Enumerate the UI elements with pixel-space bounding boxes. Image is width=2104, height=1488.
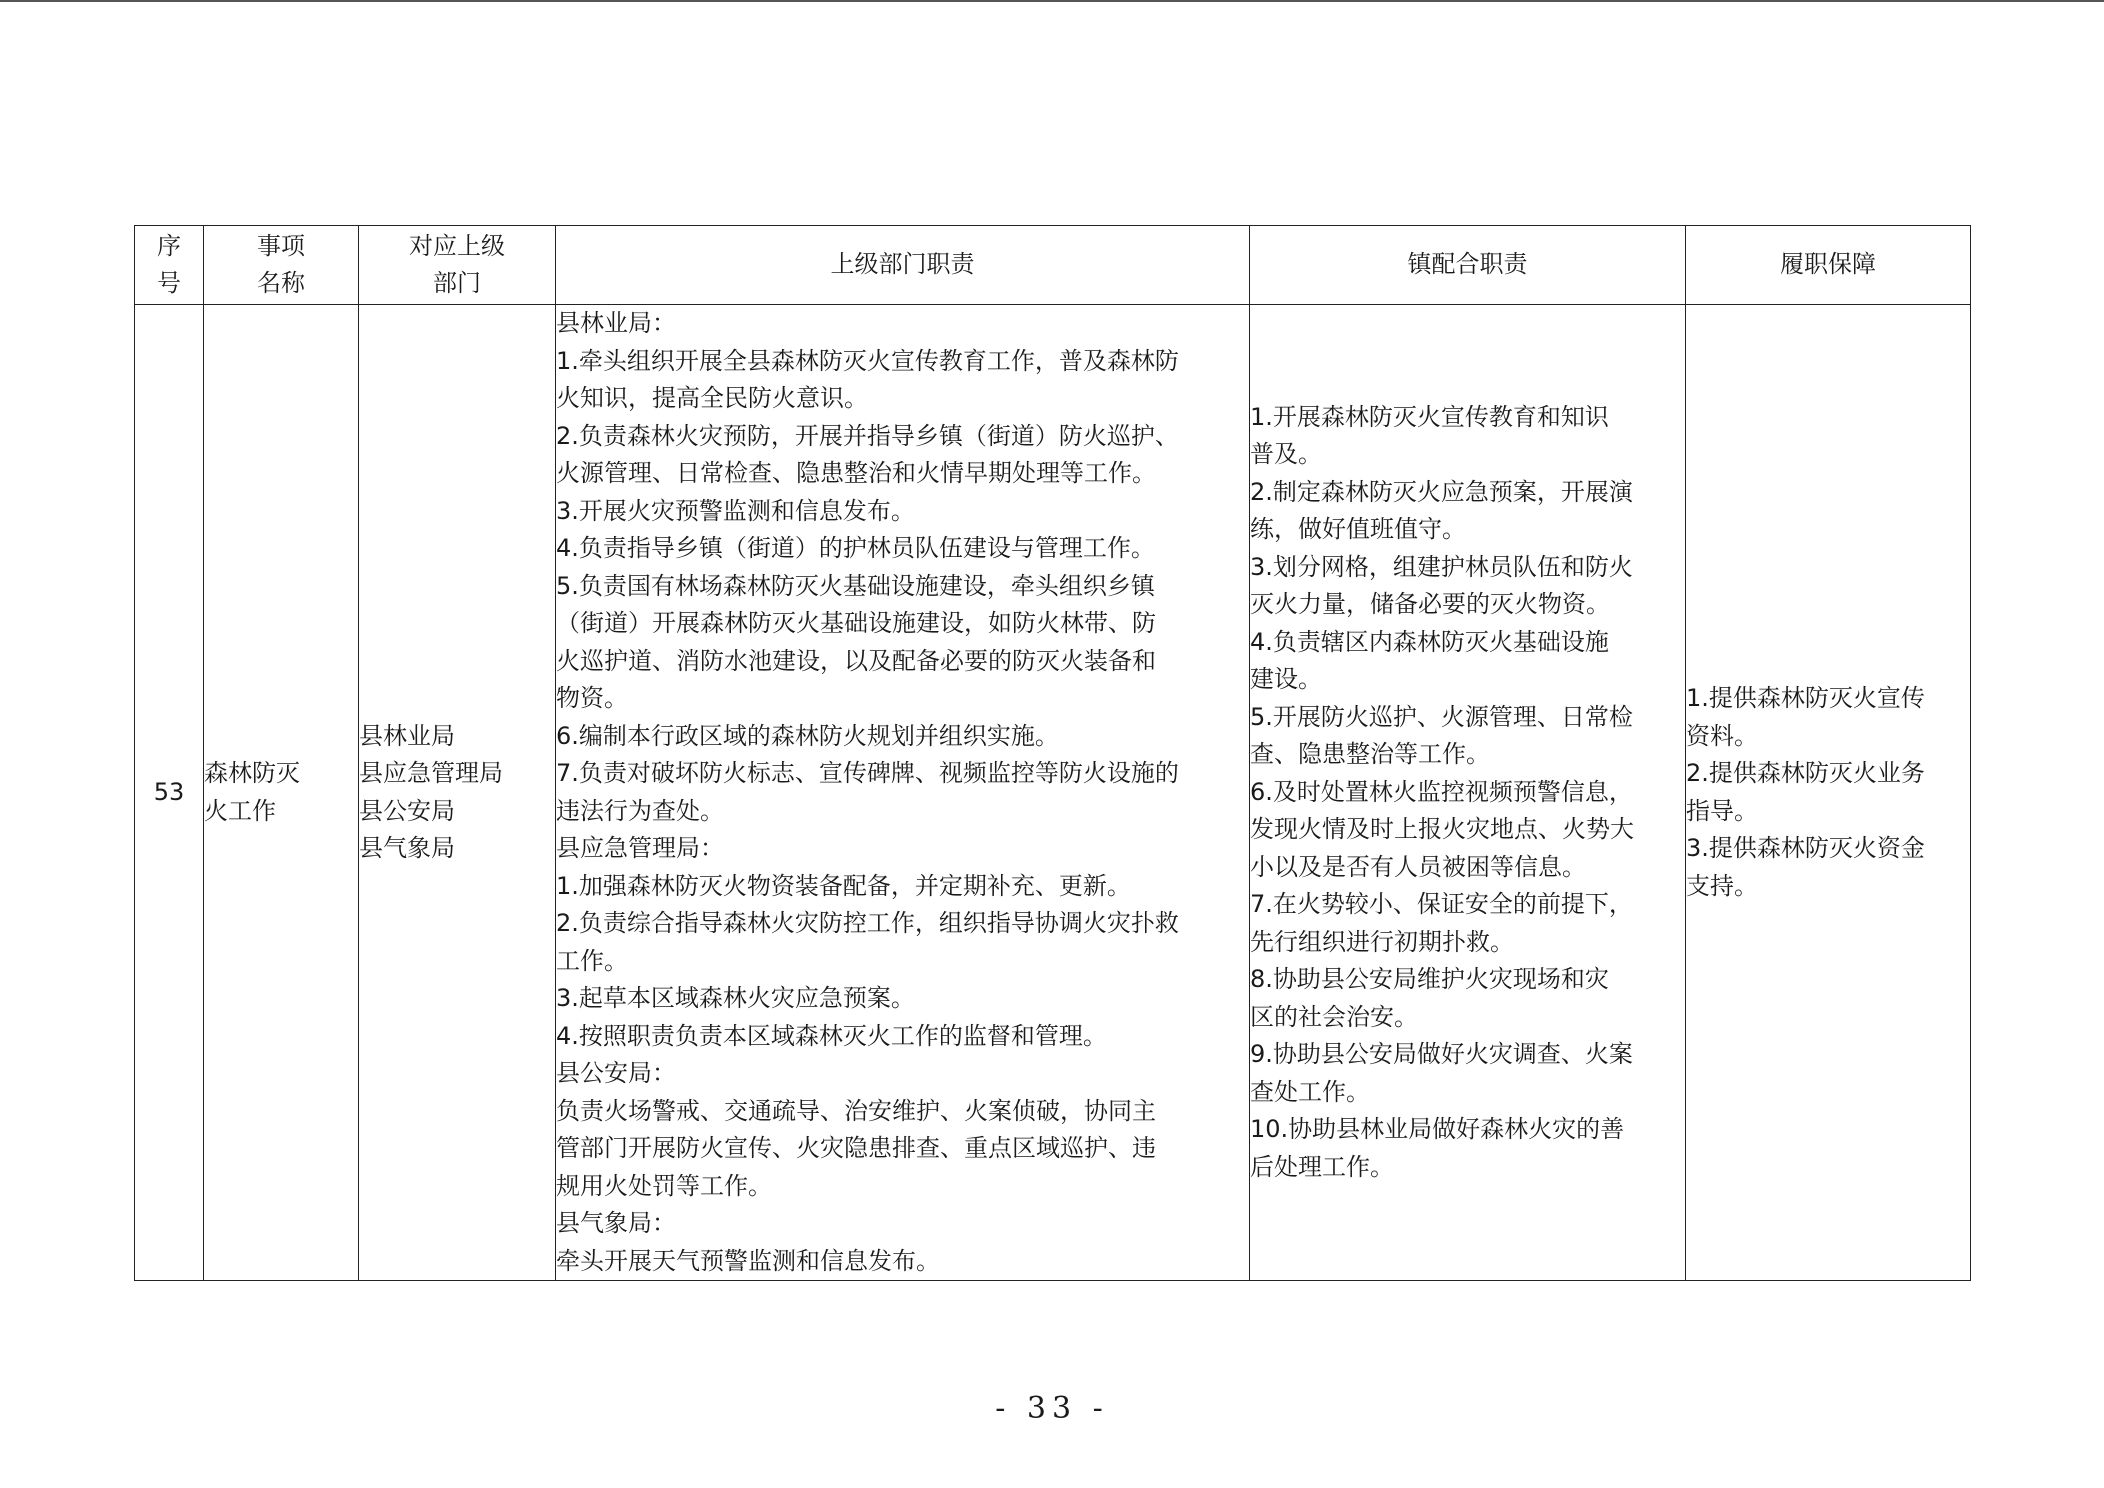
superior-duty-line: 3.开展火灾预警监测和信息发布。	[556, 496, 915, 525]
responsibility-table	[134, 225, 1971, 1281]
table-row	[135, 305, 1971, 1281]
superior-duty-line: 规用火处罚等工作。	[556, 1171, 772, 1200]
town-duty-line: 查、隐患整治等工作。	[1250, 740, 1490, 769]
superior-duty-line: 7.负责对破坏防火标志、宣传碑牌、视频监控等防火设施的	[556, 759, 1179, 787]
row-town-duties	[1250, 305, 1686, 1281]
town-duty-line: 后处理工作。	[1250, 1152, 1394, 1181]
header-seq-line: 序	[157, 231, 181, 260]
superior-duty-line: 县应急管理局：	[556, 834, 724, 862]
superior-duty-line: 县气象局：	[556, 1209, 676, 1237]
superior-duty-line: 火巡护道、消防水池建设，以及配备必要的防灭火装备和	[556, 646, 1156, 675]
row-seq-number: 53	[135, 305, 204, 1281]
town-duty-line: 2.制定森林防灭火应急预案，开展演	[1250, 477, 1633, 506]
row-departments	[359, 305, 556, 1281]
superior-duty-line: 火知识，提高全民防火意识。	[556, 384, 868, 412]
town-duty-line: 练，做好值班值守。	[1250, 515, 1466, 544]
superior-duty-line: （街道）开展森林防灭火基础设施建设，如防火林带、防	[556, 609, 1156, 637]
guarantee-line: 2.提供森林防灭火业务	[1686, 759, 1925, 787]
header-superior-duties: 上级部门职责	[556, 226, 1250, 305]
town-duty-line: 灭火力量，储备必要的灭火物资。	[1250, 590, 1610, 619]
superior-duty-line: 违法行为查处。	[556, 796, 724, 825]
superior-duty-line: 1.加强森林防灭火物资装备配备，并定期补充、更新。	[556, 871, 1131, 900]
header-town-duties: 镇配合职责	[1250, 226, 1686, 305]
superior-duty-line: 县公安局：	[556, 1059, 676, 1087]
town-duty-line: 查处工作。	[1250, 1077, 1370, 1106]
header-item-name	[204, 226, 359, 305]
town-duty-line: 10.协助县林业局做好森林火灾的善	[1250, 1115, 1625, 1144]
department-line: 县应急管理局	[359, 759, 503, 787]
town-duty-line: 建设。	[1250, 665, 1322, 694]
department-line: 县林业局	[359, 721, 455, 750]
town-duty-line: 6.及时处置林火监控视频预警信息，	[1250, 777, 1633, 806]
superior-duty-line: 6.编制本行政区域的森林防火规划并组织实施。	[556, 721, 1059, 750]
guarantee-line: 1.提供森林防灭火宣传	[1686, 684, 1925, 712]
superior-duty-line: 5.负责国有林场森林防灭火基础设施建设，牵头组织乡镇	[556, 571, 1155, 600]
superior-duty-line: 1.牵头组织开展全县森林防灭火宣传教育工作，普及森林防	[556, 346, 1179, 375]
superior-duty-line: 3.起草本区域森林火灾应急预案。	[556, 984, 915, 1012]
town-duty-line: 1.开展森林防灭火宣传教育和知识	[1250, 402, 1609, 431]
superior-duty-line: 4.按照职责负责本区域森林灭火工作的监督和管理。	[556, 1021, 1107, 1050]
header-guarantee: 履职保障	[1686, 226, 1971, 305]
superior-duty-line: 牵头开展天气预警监测和信息发布。	[556, 1246, 940, 1275]
header-seq-line: 号	[157, 269, 181, 297]
top-border-line	[0, 0, 2104, 2]
header-superior-dept-line: 对应上级	[409, 231, 505, 260]
header-item-name-line: 名称	[257, 269, 305, 297]
town-duty-line: 发现火情及时上报火灾地点、火势大	[1250, 815, 1634, 844]
department-line: 县气象局	[359, 834, 455, 862]
department-line: 县公安局	[359, 796, 455, 825]
town-duty-line: 7.在火势较小、保证安全的前提下，	[1250, 890, 1633, 919]
town-duty-line: 区的社会治安。	[1250, 1002, 1418, 1031]
town-duty-line: 先行组织进行初期扑救。	[1250, 927, 1514, 956]
superior-duty-line: 火源管理、日常检查、隐患整治和火情早期处理等工作。	[556, 459, 1156, 487]
superior-duty-line: 2.负责森林火灾预防，开展并指导乡镇（街道）防火巡护、	[556, 421, 1179, 450]
guarantee-line: 支持。	[1686, 871, 1758, 900]
item-name-line: 森林防灭	[204, 759, 300, 787]
superior-duty-line: 2.负责综合指导森林火灾防控工作，组织指导协调火灾扑救	[556, 909, 1179, 937]
guarantee-line: 指导。	[1686, 796, 1758, 825]
header-superior-dept-line: 部门	[433, 269, 481, 297]
superior-duty-line: 4.负责指导乡镇（街道）的护林员队伍建设与管理工作。	[556, 534, 1155, 562]
table-header-row	[135, 226, 1971, 305]
superior-duty-line: 县林业局：	[556, 309, 676, 337]
item-name-line: 火工作	[204, 796, 276, 825]
guarantee-line: 资料。	[1686, 721, 1758, 750]
town-duty-line: 4.负责辖区内森林防灭火基础设施	[1250, 627, 1609, 656]
town-duty-line: 9.协助县公安局做好火灾调查、火案	[1250, 1040, 1633, 1069]
town-duty-line: 8.协助县公安局维护火灾现场和灾	[1250, 965, 1609, 994]
row-guarantee	[1686, 305, 1971, 1281]
superior-duty-line: 负责火场警戒、交通疏导、治安维护、火案侦破，协同主	[556, 1096, 1156, 1125]
header-item-name-line: 事项	[257, 231, 305, 260]
superior-duty-line: 管部门开展防火宣传、火灾隐患排查、重点区域巡护、违	[556, 1134, 1156, 1162]
row-item-name	[204, 305, 359, 1281]
row-superior-duties	[556, 305, 1250, 1281]
header-superior-dept	[359, 226, 556, 305]
superior-duty-line: 物资。	[556, 684, 628, 712]
town-duty-line: 小以及是否有人员被困等信息。	[1250, 852, 1586, 881]
superior-duty-line: 工作。	[556, 946, 628, 975]
town-duty-line: 5.开展防火巡护、火源管理、日常检	[1250, 702, 1633, 731]
guarantee-line: 3.提供森林防灭火资金	[1686, 834, 1925, 862]
header-seq	[135, 226, 204, 305]
town-duty-line: 普及。	[1250, 440, 1322, 469]
page-number: - 33 -	[995, 1391, 1109, 1426]
town-duty-line: 3.划分网格，组建护林员队伍和防火	[1250, 552, 1633, 581]
